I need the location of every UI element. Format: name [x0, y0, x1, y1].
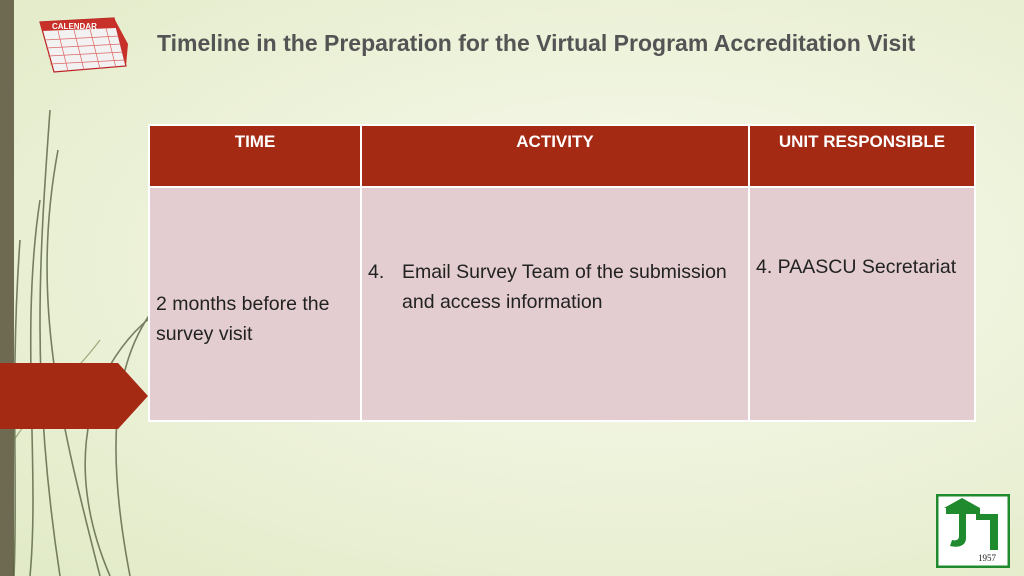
header-unit-responsible: UNIT RESPONSIBLE: [749, 125, 975, 187]
header-time: TIME: [149, 125, 361, 187]
table-row: [149, 187, 975, 421]
activity-text: Email Survey Team of the submission and access information: [402, 261, 727, 313]
red-arrow-tab: [0, 363, 148, 429]
table-header-row: [149, 125, 975, 187]
unit-text: 4. PAASCU Secretariat: [756, 256, 957, 278]
slide-title: Timeline in the Preparation for the Virtual Program Accreditation Visit: [157, 30, 916, 56]
logo-year: 1957: [978, 553, 996, 563]
calendar-icon: [32, 14, 128, 74]
activity-cell: [361, 187, 749, 421]
time-cell: 2 months before the survey visit: [149, 187, 361, 421]
header-activity: ACTIVITY: [361, 125, 749, 187]
unit-cell: [749, 187, 975, 421]
organization-logo: [936, 494, 1010, 568]
calendar-icon-label: CALENDAR: [52, 22, 97, 31]
activity-number: 4.: [368, 261, 385, 283]
timeline-table: [148, 124, 976, 422]
